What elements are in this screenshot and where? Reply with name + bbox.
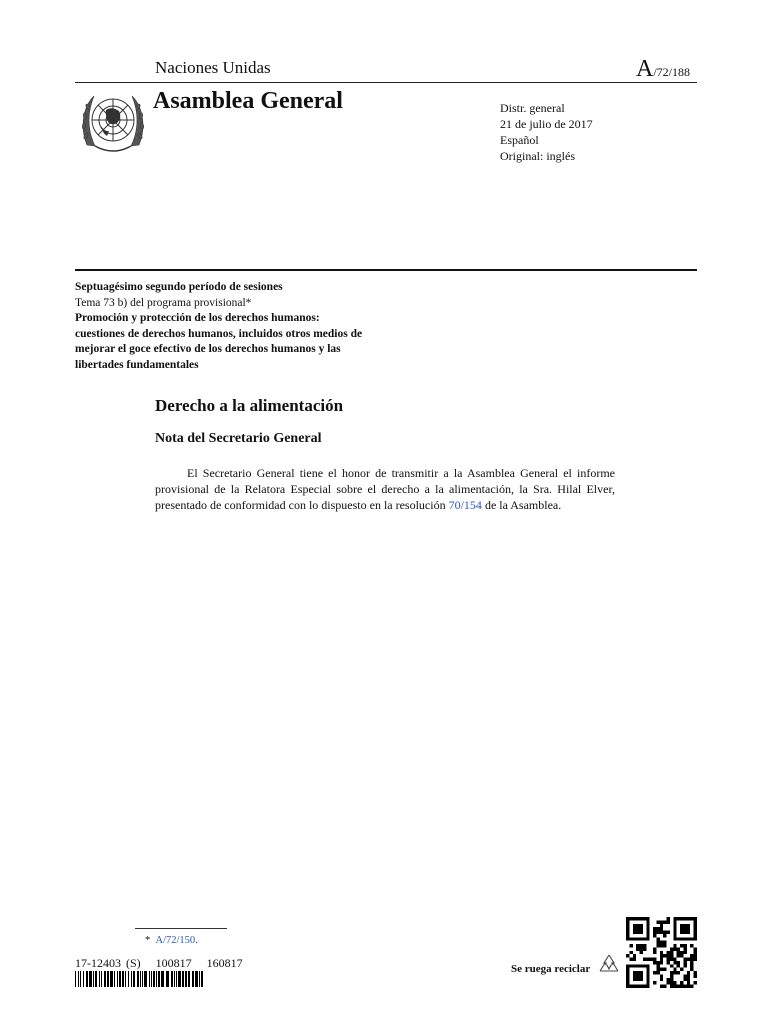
footnote-rule	[135, 928, 227, 929]
body-title: Asamblea General	[153, 88, 343, 114]
note-title: Nota del Secretario General	[155, 431, 322, 446]
qr-code-icon	[626, 917, 697, 988]
barcode-icon	[75, 971, 203, 987]
document-symbol	[636, 56, 690, 83]
date-code-1: 100817	[155, 956, 192, 970]
paragraph-end: de la Asamblea.	[481, 498, 562, 512]
header-rule	[75, 82, 697, 83]
paragraph-text: El Secretario General tiene el honor de transmitir a la Asamblea General el informe provisional de la Relatora Especial sobre el derecho a la alimentación, la Sra. Hilal Elver, presentado de conformidad con lo dispuesto en la resolución	[155, 466, 615, 512]
session-name: Septuagésimo segundo período de sesiones	[75, 281, 283, 293]
document-symbol-prefix: A	[636, 56, 654, 82]
job-number	[75, 956, 243, 971]
resolution-link[interactable]: 70/154	[448, 498, 482, 512]
un-emblem-icon	[78, 90, 148, 156]
footnote	[145, 935, 198, 946]
distribution-type: Distr. general	[500, 101, 565, 115]
section-rule	[75, 269, 697, 271]
distribution-block	[500, 100, 593, 164]
recycle-icon	[596, 952, 622, 978]
agenda-item: Tema 73 b) del programa provisional*	[75, 296, 252, 309]
body-paragraph	[155, 465, 615, 513]
agenda-title: Promoción y protección de los derechos humanos: cuestiones de derechos humanos, incluidos otros medios de mejorar el goce efectivo de los derechos humanos y las libertades fundamentales	[75, 312, 363, 371]
document-language: Español	[500, 133, 539, 147]
recycle-text: Se ruega reciclar	[511, 963, 591, 975]
footnote-marker: *	[145, 935, 151, 946]
organization-name: Naciones Unidas	[155, 58, 271, 77]
document-title: Derecho a la alimentación	[155, 396, 344, 415]
document-symbol-suffix: /72/188	[653, 65, 691, 79]
original-language: Original: inglés	[500, 149, 575, 163]
job-number-text: 17-12403 (S)	[75, 956, 141, 970]
session-block	[75, 280, 365, 374]
footnote-link[interactable]: A/72/150.	[155, 935, 198, 946]
date-code-2: 160817	[206, 956, 243, 970]
document-date: 21 de julio de 2017	[500, 117, 593, 131]
